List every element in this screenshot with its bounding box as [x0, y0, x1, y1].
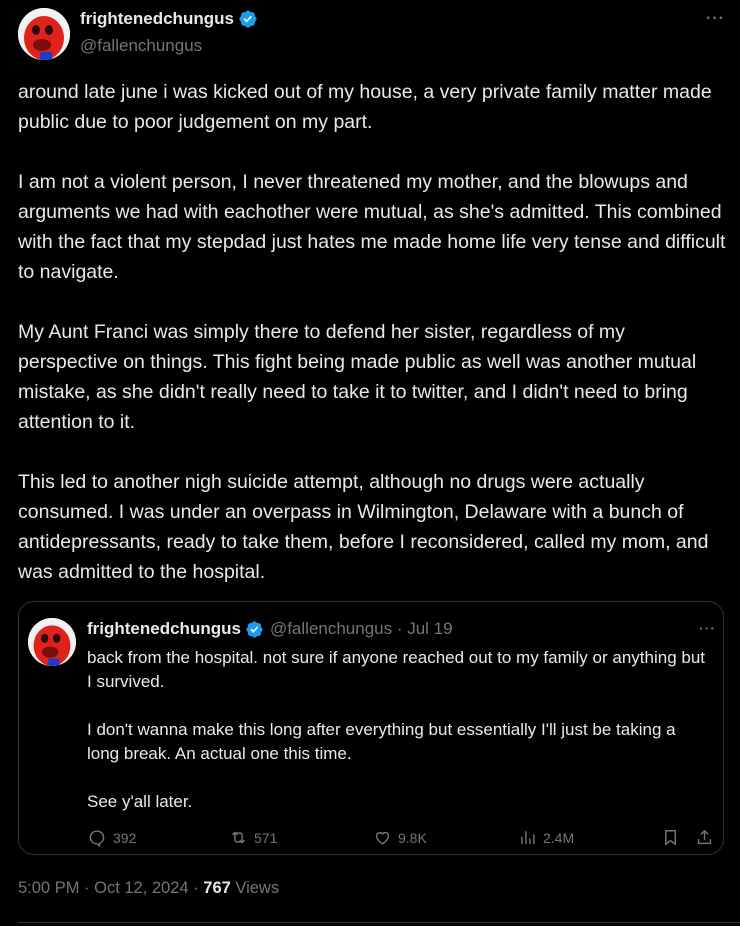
quote-header	[87, 619, 453, 639]
quote-paragraph: I don't wanna make this long after everything but essentially I'll just be taking a long break. An actual one this time.	[87, 720, 676, 763]
verified-badge-icon	[238, 9, 258, 29]
reply-icon	[88, 828, 107, 847]
share-icon	[695, 828, 714, 847]
bookmark-icon	[661, 828, 680, 847]
quote-handle-date[interactable]: @fallenchungus · Jul 19	[269, 619, 453, 638]
quote-paragraph: See y'all later.	[87, 792, 193, 811]
quote-action-bar	[19, 829, 723, 859]
views-button[interactable]	[518, 828, 574, 847]
reply-button[interactable]	[88, 828, 136, 847]
repost-button[interactable]	[229, 828, 277, 847]
reply-count: 392	[113, 829, 137, 846]
quote-author-name[interactable]: frightenedchungus	[87, 619, 241, 638]
more-icon[interactable]: ···	[706, 10, 725, 27]
divider	[18, 922, 740, 923]
repost-count: 571	[254, 829, 278, 846]
tweet-meta	[18, 879, 279, 898]
share-button[interactable]	[695, 828, 714, 847]
tweet-paragraph: I am not a violent person, I never threatened my mother, and the blowups and arguments we had with eachother were mutual, as she's admitted. This combined with the fact that my stepdad just hates me made home life very tense and difficult to navigate.	[18, 171, 726, 283]
author-handle[interactable]: @fallenchungus	[80, 36, 203, 55]
author-name-text[interactable]: frightenedchungus	[80, 9, 234, 28]
more-icon[interactable]: ···	[699, 620, 716, 636]
tweet-timestamp[interactable]: 5:00 PM · Oct 12, 2024 ·	[18, 879, 204, 897]
tweet-views-count: 767	[203, 879, 231, 897]
verified-badge-icon	[245, 620, 264, 639]
views-icon	[518, 828, 537, 847]
repost-icon	[229, 828, 248, 847]
author-name[interactable]	[80, 9, 258, 29]
quote-text	[87, 646, 707, 814]
author-avatar[interactable]	[18, 8, 70, 60]
quote-paragraph: back from the hospital. not sure if anyone reached out to my family or anything but I survived.	[87, 648, 706, 691]
like-icon	[373, 828, 392, 847]
tweet-views-label: Views	[230, 879, 280, 897]
tweet-paragraph: My Aunt Franci was simply there to defend her sister, regardless of my perspective on things. This fight being made public as well was another mutual mistake, as she didn't really need to take it to twitter, and I didn't need to bring attention to it.	[18, 321, 697, 433]
tweet-paragraph: around late june i was kicked out of my house, a very private family matter made public due to poor judgement on my part.	[18, 81, 712, 133]
bookmark-button[interactable]	[661, 828, 680, 847]
like-button[interactable]	[373, 828, 427, 847]
like-count: 9.8K	[398, 829, 427, 846]
quote-avatar[interactable]	[28, 618, 76, 666]
tweet-paragraph: This led to another nigh suicide attempt, although no drugs were actually consumed. I was under an overpass in Wilmington, Delaware with a bunch of antidepressants, ready to take them, before I reconsidered, called my mom, and was admitted to the hospital.	[18, 471, 709, 583]
tweet-text	[18, 77, 730, 587]
views-count: 2.4M	[543, 829, 575, 846]
quoted-tweet[interactable]	[18, 601, 724, 855]
